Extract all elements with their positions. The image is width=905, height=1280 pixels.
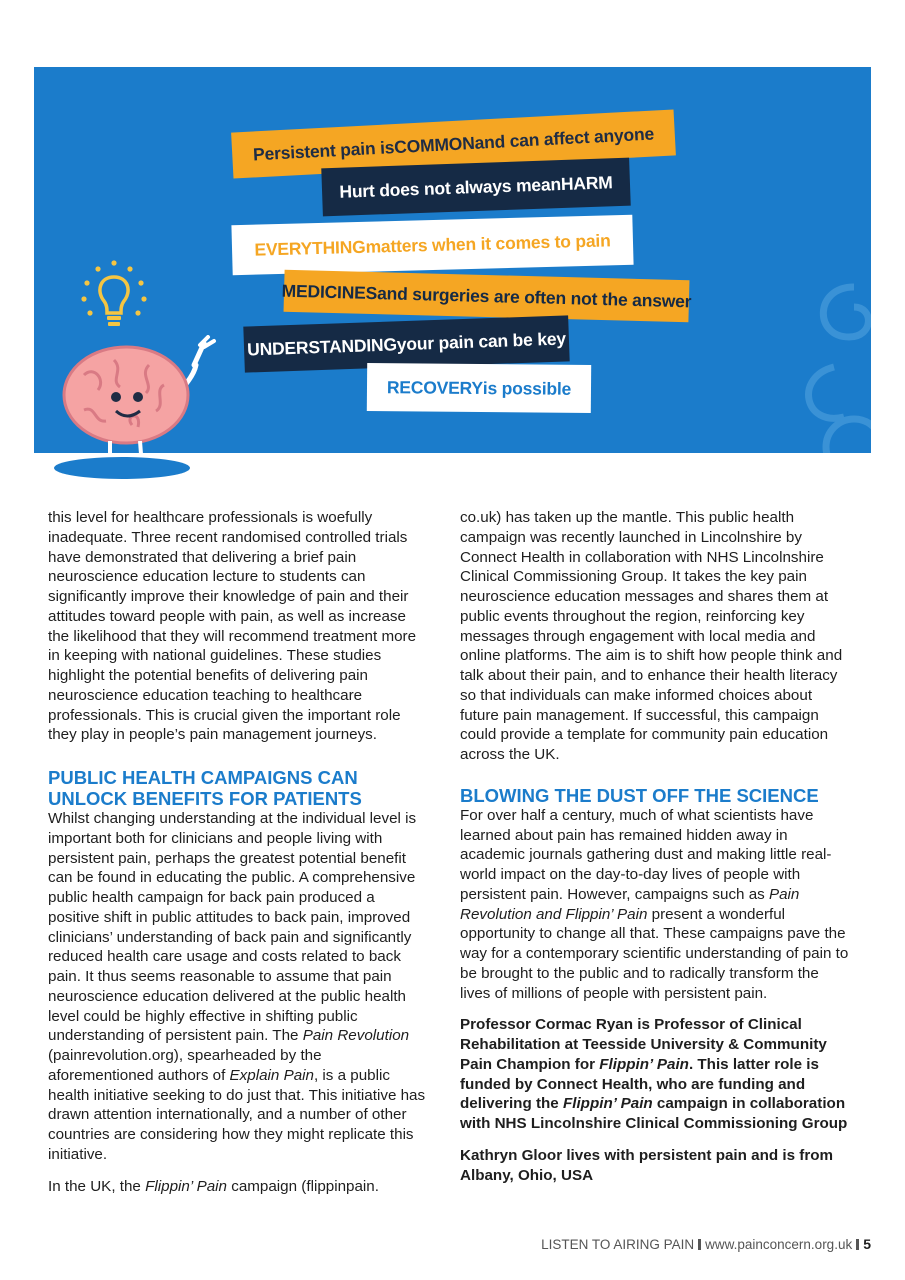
swirl-decoration	[794, 277, 871, 453]
paragraph: co.uk) has taken up the mantle. This public health campaign was recently launched in Lincolnshire by Connect Health in collaboration with NHS Lincolnshire Clinical Commissioning Group. It takes the key pain neuroscience education messages and shares them at public events throughout the region, reinforcing key messages through engagement with local media and online platforms. The aim is to shift how people think and talk about their pain, and to enhance their health literacy so that individuals can make informed choices about future pain management. If successful, this campaign could provide a template for community pain education across the UK.	[460, 509, 843, 763]
strip-text: Hurt does not always mean	[339, 173, 562, 202]
lightbulb-icon	[74, 257, 154, 337]
strip-emphasis: RECOVERY	[386, 376, 483, 398]
brain-mascot-icon	[54, 335, 244, 453]
strip-emphasis: EVERYTHING	[254, 236, 366, 260]
strip-text: and surgeries are often not the answer	[376, 282, 692, 311]
section-heading: PUBLIC HEALTH CAMPAIGNS CAN UNLOCK BENEFITS FOR PATIENTS	[48, 767, 362, 809]
paragraph: In the UK, the Flippin’ Pain campaign (flippinpain.	[48, 1177, 379, 1195]
article-column-left	[48, 508, 430, 1208]
author-bio-gloor: Kathryn Gloor lives with persistent pain and is from Albany, Ohio, USA	[460, 1146, 834, 1184]
banner-strip-recovery	[367, 363, 591, 413]
section-heading: BLOWING THE DUST OFF THE SCIENCE	[460, 784, 819, 806]
footer-divider	[698, 1239, 701, 1250]
paragraph: For over half a century, much of what scientists have learned about pain has remained hidden away in academic journals gathering dust and making little real-world impact on the day-to-day lives of people with persistent pain. However, campaigns such as Pain Revolution and Flippin’ Pain present a wonderful opportunity to change all that. These campaigns pave the way for a contemporary scientific understanding of pain to be brought to the public and to radically transform the lives of millions of people with persistent pain.	[460, 806, 849, 1002]
author-bio-ryan: Professor Cormac Ryan is Professor of Clinical Rehabilitation at Teesside University & Community Pain Champion for Flippin’ Pain. This latter role is funded by Connect Health, who are funding and delivering the Flippin’ Pain campaign in collaboration with NHS Lincolnshire Clinical Commissioning Group	[460, 1016, 848, 1132]
banner-strip-everything	[231, 215, 633, 275]
page-number: 5	[863, 1236, 871, 1252]
page-footer	[541, 1236, 871, 1252]
campaign-banner	[34, 67, 871, 453]
footer-divider	[856, 1239, 859, 1250]
strip-text: is possible	[482, 377, 572, 399]
footer-label: LISTEN TO AIRING PAIN	[541, 1237, 695, 1252]
banner-strip-harm	[321, 158, 630, 217]
banner-strip-medicines	[281, 270, 692, 323]
strip-emphasis: COMMON	[393, 132, 476, 157]
strip-emphasis: UNDERSTANDING	[246, 333, 398, 360]
footer-url[interactable]: www.painconcern.org.uk	[705, 1237, 853, 1252]
strip-text: matters when it comes to pain	[365, 229, 611, 257]
mascot-shadow	[52, 455, 192, 481]
strip-text: and can affect anyone	[474, 123, 655, 153]
strip-emphasis: HARM	[560, 171, 613, 194]
paragraph: Whilst changing understanding at the individual level is important both for clinicians and people living with persistent pain, perhaps the greatest potential benefit can be found in educating the public. A comprehensive public health campaign for back pain produced a positive shift in public attitudes to back pain, improved clinicians’ understanding of back pain and significantly reduced health care usage and costs related to back pain. It thus seems reasonable to assume that pain neuroscience education delivered at the public health level could be highly effective in shifting public understanding of persistent pain. The Pain Revolution (painrevolution.org), spearheaded by the aforementioned authors of Explain Pain, is a public health initiative seeking to do just that. This initiative has drawn attention internationally, and a number of other countries are considering how they might replicate this initiative.	[48, 810, 426, 1163]
strip-text: Persistent pain is	[252, 136, 395, 164]
strip-text: your pain can be key	[396, 327, 567, 354]
strip-emphasis: MEDICINES	[281, 280, 378, 303]
article-column-right	[460, 508, 850, 1197]
paragraph: this level for healthcare professionals is woefully inadequate. Three recent randomised controlled trials have demonstrated that delivering a brief pain neuroscience education lecture to students can significantly improve their knowledge of pain and their attitudes toward people with pain, as well as increase the likelihood that they will recommend treatment more in keeping with national guidelines. These studies highlight the potential benefits of delivering pain neuroscience education teaching to healthcare professionals. This is crucial given the important role they play in people’s pain management journeys.	[48, 509, 417, 744]
